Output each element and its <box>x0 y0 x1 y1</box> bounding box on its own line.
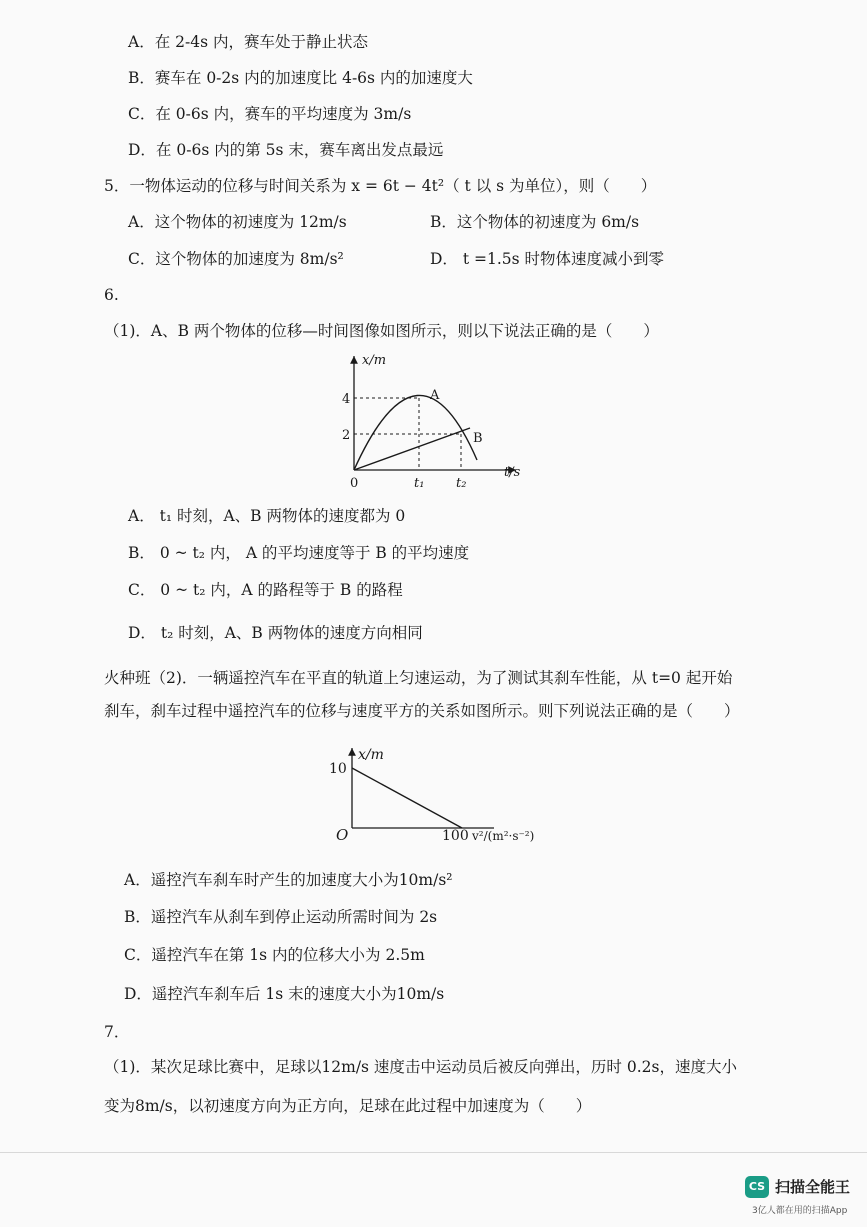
q4-option-b: B．赛车在 0-2s 内的加速度比 4-6s 内的加速度大 <box>128 69 473 87</box>
q6-part1-stem: （1)．A、B 两个物体的位移—时间图像如图所示，则以下说法正确的是（ ） <box>104 322 659 340</box>
q5-option-d: D． t =1.5s 时物体速度减小到零 <box>430 250 665 268</box>
q6-part2-option-d: D．遥控汽车刹车后 1s 末的速度大小为10m/s <box>124 985 445 1003</box>
y-axis-label: x/m <box>358 747 384 763</box>
q4-option-c: C．在 0-6s 内，赛车的平均速度为 3m/s <box>128 105 412 123</box>
q6-part2-option-a: A．遥控汽车刹车时产生的加速度大小为10m/s² <box>124 871 453 889</box>
y-tick-10: 10 <box>329 761 347 777</box>
q5-option-a: A．这个物体的初速度为 12m/s <box>128 213 347 231</box>
origin-label: 0 <box>350 476 359 491</box>
q6-part1-option-d: D． t₂ 时刻，A、B 两物体的速度方向相同 <box>128 624 423 642</box>
q5-stem: 5．一物体运动的位移与时间关系为 x = 6t − 4t²（ t 以 s 为单位），则（ ） <box>104 177 657 195</box>
y-tick-4: 4 <box>342 392 351 407</box>
q6-part2-stem-line1: 火种班（2)．一辆遥控汽车在平直的轨道上匀速运动，为了测试其刹车性能，从 t=0 起开始 <box>104 669 733 687</box>
origin-label: O <box>336 826 349 844</box>
q7-part1-stem-line2: 变为8m/s，以初速度方向为正方向，足球在此过程中加速度为（ ） <box>104 1097 592 1115</box>
q6-part2-stem-line2: 刹车，刹车过程中遥控汽车的位移与速度平方的关系如图所示。则下列说法正确的是（ ） <box>104 702 740 720</box>
x-tick-t1: t₁ <box>414 476 425 491</box>
q6-part2-option-c: C．遥控汽车在第 1s 内的位移大小为 2.5m <box>124 946 425 964</box>
q6-part2-option-b: B．遥控汽车从刹车到停止运动所需时间为 2s <box>124 908 438 926</box>
line-b-label: B <box>473 431 483 446</box>
q6-part1-option-c: C． 0 ~ t₂ 内，A 的路程等于 B 的路程 <box>128 581 403 599</box>
scan-edge-line <box>0 1152 867 1153</box>
x-axis-label: v²/(m²·s⁻²) <box>472 829 535 843</box>
q6-part1-option-a: A． t₁ 时刻，A、B 两物体的速度都为 0 <box>128 507 406 525</box>
data-line <box>352 768 462 828</box>
camscanner-title: 扫描全能王 <box>775 1178 851 1196</box>
q7-part1-stem-line1: （1)．某次足球比赛中，足球以12m/s 速度击中运动员后被反向弹出，历时 0.2s，速度大小 <box>104 1058 737 1076</box>
q6-part1-option-b: B． 0 ~ t₂ 内， A 的平均速度等于 B 的平均速度 <box>128 544 470 562</box>
q4-option-d: D．在 0-6s 内的第 5s 末，赛车离出发点最远 <box>128 141 444 159</box>
q6-x-v2-graph <box>322 742 562 848</box>
line-b <box>354 428 470 470</box>
curve-a-label: A <box>430 388 440 403</box>
q5-option-c: C．这个物体的加速度为 8m/s² <box>128 250 344 268</box>
q6-xt-graph <box>330 348 530 498</box>
camscanner-subtitle: 3亿人都在用的扫描App <box>752 1206 848 1216</box>
q4-option-a: A．在 2-4s 内，赛车处于静止状态 <box>128 33 368 51</box>
x-tick-100: 100 <box>442 828 469 844</box>
y-axis-label: x/m <box>362 353 387 368</box>
q7-number: 7． <box>104 1023 130 1041</box>
x-axis-label: t/s <box>504 465 521 480</box>
camscanner-logo-icon: CS <box>745 1176 769 1198</box>
q5-option-b: B．这个物体的初速度为 6m/s <box>430 213 640 231</box>
y-tick-2: 2 <box>342 428 351 443</box>
q6-number: 6. <box>104 286 119 304</box>
x-tick-t2: t₂ <box>456 476 467 491</box>
